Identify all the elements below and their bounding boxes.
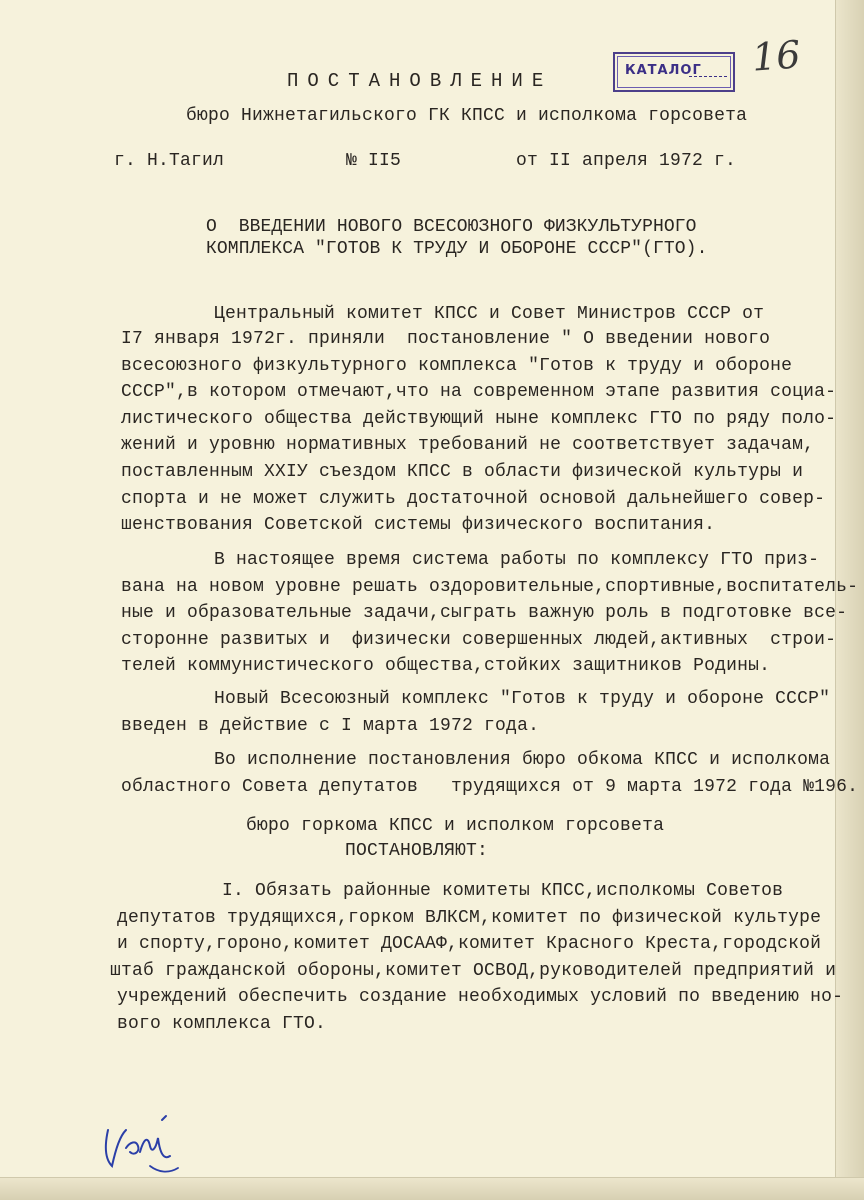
body-line: бюро горкома КПСС и исполком горсовета (246, 816, 665, 836)
body-line: учреждений обеспечить создание необходимых условий по введению но- (117, 987, 844, 1007)
document-number: № II5 (346, 151, 402, 171)
body-line: СССР",в котором отмечают,что на современном этапе развития социа- (121, 382, 837, 402)
body-line: областного Совета депутатов трудящихся от 9 марта 1972 года №196. (121, 777, 859, 797)
body-line: поставленным XXIУ съездом КПСС в области физической культуры и (121, 462, 804, 482)
body-line: Во исполнение постановления бюро обкома КПСС и исполкома (214, 750, 831, 770)
body-line: Центральный комитет КПСС и Совет Министров СССР от (214, 304, 765, 324)
body-line: введен в действие с I марта 1972 года. (121, 716, 540, 736)
handwritten-signature (96, 1108, 186, 1178)
document-title: ПОСТАНОВЛЕНИЕ (287, 70, 553, 92)
body-line: шенствования Советской системы физического воспитания. (121, 515, 716, 535)
body-line: телей коммунистического общества,стойких защитников Родины. (121, 656, 771, 676)
body-line: штаб гражданской обороны,комитет ОСВОД,руководителей предприятий и (110, 961, 837, 981)
catalog-stamp (613, 52, 735, 92)
body-line: листического общества действующий ныне комплекс ГТО по ряду поло- (121, 409, 837, 429)
body-line: вана на новом уровне решать оздоровительные,спортивные,воспитатель- (121, 577, 859, 597)
body-line: спорта и не может служить достаточной основой дальнейшего совер- (121, 489, 826, 509)
catalog-stamp-text: КАТАЛОГ (625, 63, 702, 78)
catalog-stamp-line (689, 76, 727, 77)
page-edge-right (835, 0, 864, 1200)
body-line: ные и образовательные задачи,сыграть важную роль в подготовке все- (121, 603, 848, 623)
document-date: от II апреля 1972 г. (516, 151, 737, 171)
body-line: и спорту,гороно,комитет ДОСААФ,комитет Красного Креста,городской (117, 934, 822, 954)
body-line: депутатов трудящихся,горком ВЛКСМ,комитет по физической культуре (117, 908, 822, 928)
body-line: В настоящее время система работы по комплексу ГТО приз- (214, 550, 820, 570)
body-line: вого комплекса ГТО. (117, 1014, 327, 1034)
body-line: ПОСТАНОВЛЯЮТ: (345, 841, 489, 861)
body-line: I. Обязать районные комитеты КПСС,исполкомы Советов (222, 881, 784, 901)
body-line: жений и уровню нормативных требований не соответствует задачам, (121, 435, 815, 455)
page-edge-bottom (0, 1177, 864, 1200)
document-heading-line-2: КОМПЛЕКСА "ГОТОВ К ТРУДУ И ОБОРОНЕ СССР"(ГТО). (206, 239, 708, 259)
document-heading-line-1: О ВВЕДЕНИИ НОВОГО ВСЕСОЮЗНОГО ФИЗКУЛЬТУРНОГО (206, 217, 697, 237)
document-subtitle: бюро Нижнетагильского ГК КПСС и исполкома горсовета (186, 106, 748, 126)
body-line: сторонне развитых и физически совершенных людей,активных строи- (121, 630, 837, 650)
folio-number: 16 (750, 32, 802, 80)
body-line: всесоюзного физкультурного комплекса "Готов к труду и обороне (121, 356, 793, 376)
document-city: г. Н.Тагил (114, 151, 225, 171)
body-line: I7 января 1972г. приняли постановление " О введении нового (121, 329, 771, 349)
body-line: Новый Всесоюзный комплекс "Готов к труду и обороне СССР" (214, 689, 831, 709)
